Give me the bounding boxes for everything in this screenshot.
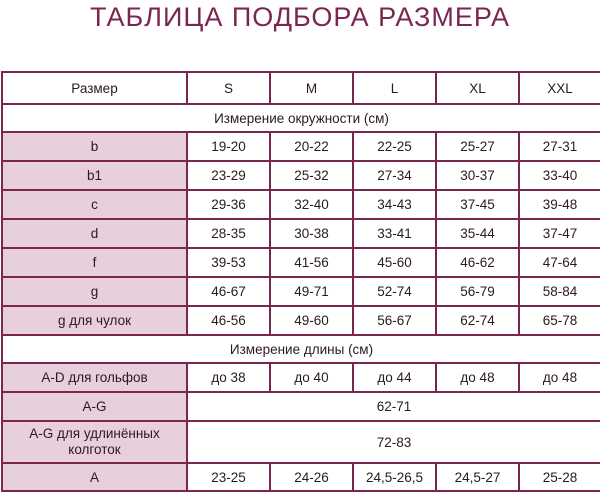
table-cell: 27-34 bbox=[353, 161, 436, 190]
table-row bbox=[2, 277, 600, 306]
table-cell: 35-44 bbox=[436, 219, 519, 248]
table-cell: 62-74 bbox=[436, 306, 519, 335]
table-cell: 45-60 bbox=[353, 248, 436, 277]
size-header-l: L bbox=[353, 72, 436, 104]
size-header-xl: XL bbox=[436, 72, 519, 104]
table-cell: 49-71 bbox=[270, 277, 353, 306]
table-row bbox=[2, 219, 600, 248]
table-cell: 30-38 bbox=[270, 219, 353, 248]
size-chart-table bbox=[1, 71, 600, 492]
table-cell: 25-28 bbox=[519, 463, 600, 491]
table-cell: 25-32 bbox=[270, 161, 353, 190]
row-label: g bbox=[2, 277, 187, 306]
table-row bbox=[2, 306, 600, 335]
table-cell: 19-20 bbox=[187, 132, 270, 161]
table-cell: 33-40 bbox=[519, 161, 600, 190]
table-cell: до 40 bbox=[270, 363, 353, 392]
table-cell: 46-67 bbox=[187, 277, 270, 306]
table-cell: 56-79 bbox=[436, 277, 519, 306]
row-label: b bbox=[2, 132, 187, 161]
table-cell: 29-36 bbox=[187, 190, 270, 219]
table-cell: до 48 bbox=[436, 363, 519, 392]
header-label: Размер bbox=[2, 72, 187, 104]
row-label: g для чулок bbox=[2, 306, 187, 335]
table-cell: 46-62 bbox=[436, 248, 519, 277]
section-row bbox=[2, 104, 600, 132]
row-label: A bbox=[2, 463, 187, 491]
table-cell: 24,5-26,5 bbox=[353, 463, 436, 491]
table-row bbox=[2, 132, 600, 161]
table-cell: 28-35 bbox=[187, 219, 270, 248]
row-label: b1 bbox=[2, 161, 187, 190]
table-cell: 24-26 bbox=[270, 463, 353, 491]
page-title: ТАБЛИЦА ПОДБОРА РАЗМЕРА bbox=[89, 2, 511, 32]
table-row bbox=[2, 421, 600, 463]
table-cell: 24,5-27 bbox=[436, 463, 519, 491]
table-cell: до 44 bbox=[353, 363, 436, 392]
table-row bbox=[2, 392, 600, 421]
table-cell: 37-47 bbox=[519, 219, 600, 248]
row-label: A-G bbox=[2, 392, 187, 421]
size-header-s: S bbox=[187, 72, 270, 104]
table-cell: 22-25 bbox=[353, 132, 436, 161]
table-cell: 52-74 bbox=[353, 277, 436, 306]
table-cell: 25-27 bbox=[436, 132, 519, 161]
table-row bbox=[2, 248, 600, 277]
table-cell: 65-78 bbox=[519, 306, 600, 335]
size-header-xxl: XXL bbox=[519, 72, 600, 104]
table-cell: 41-56 bbox=[270, 248, 353, 277]
table-cell: 30-37 bbox=[436, 161, 519, 190]
table-cell: 27-31 bbox=[519, 132, 600, 161]
row-label: A-D для гольфов bbox=[2, 363, 187, 392]
merged-cell: 72-83 bbox=[187, 421, 600, 463]
table-cell: 58-84 bbox=[519, 277, 600, 306]
table-cell: до 48 bbox=[519, 363, 600, 392]
section-row bbox=[2, 335, 600, 363]
table-cell: 47-64 bbox=[519, 248, 600, 277]
row-label: A-G для удлинённых колготок bbox=[2, 421, 187, 463]
table-cell: 39-53 bbox=[187, 248, 270, 277]
table-row bbox=[2, 161, 600, 190]
section-circumference: Измерение окружности (см) bbox=[2, 104, 600, 132]
table-cell: 56-67 bbox=[353, 306, 436, 335]
table-cell: 20-22 bbox=[270, 132, 353, 161]
row-label: d bbox=[2, 219, 187, 248]
table-cell: 39-48 bbox=[519, 190, 600, 219]
table-cell: до 38 bbox=[187, 363, 270, 392]
table-cell: 33-41 bbox=[353, 219, 436, 248]
table-row bbox=[2, 363, 600, 392]
section-length: Измерение длины (см) bbox=[2, 335, 600, 363]
row-label: f bbox=[2, 248, 187, 277]
table-row bbox=[2, 463, 600, 491]
row-label: c bbox=[2, 190, 187, 219]
merged-cell: 62-71 bbox=[187, 392, 600, 421]
table-cell: 23-29 bbox=[187, 161, 270, 190]
table-row bbox=[2, 190, 600, 219]
table-cell: 34-43 bbox=[353, 190, 436, 219]
table-cell: 46-56 bbox=[187, 306, 270, 335]
table-cell: 49-60 bbox=[270, 306, 353, 335]
size-header-m: M bbox=[270, 72, 353, 104]
table-cell: 37-45 bbox=[436, 190, 519, 219]
table-cell: 32-40 bbox=[270, 190, 353, 219]
header-row bbox=[2, 72, 600, 104]
table-cell: 23-25 bbox=[187, 463, 270, 491]
